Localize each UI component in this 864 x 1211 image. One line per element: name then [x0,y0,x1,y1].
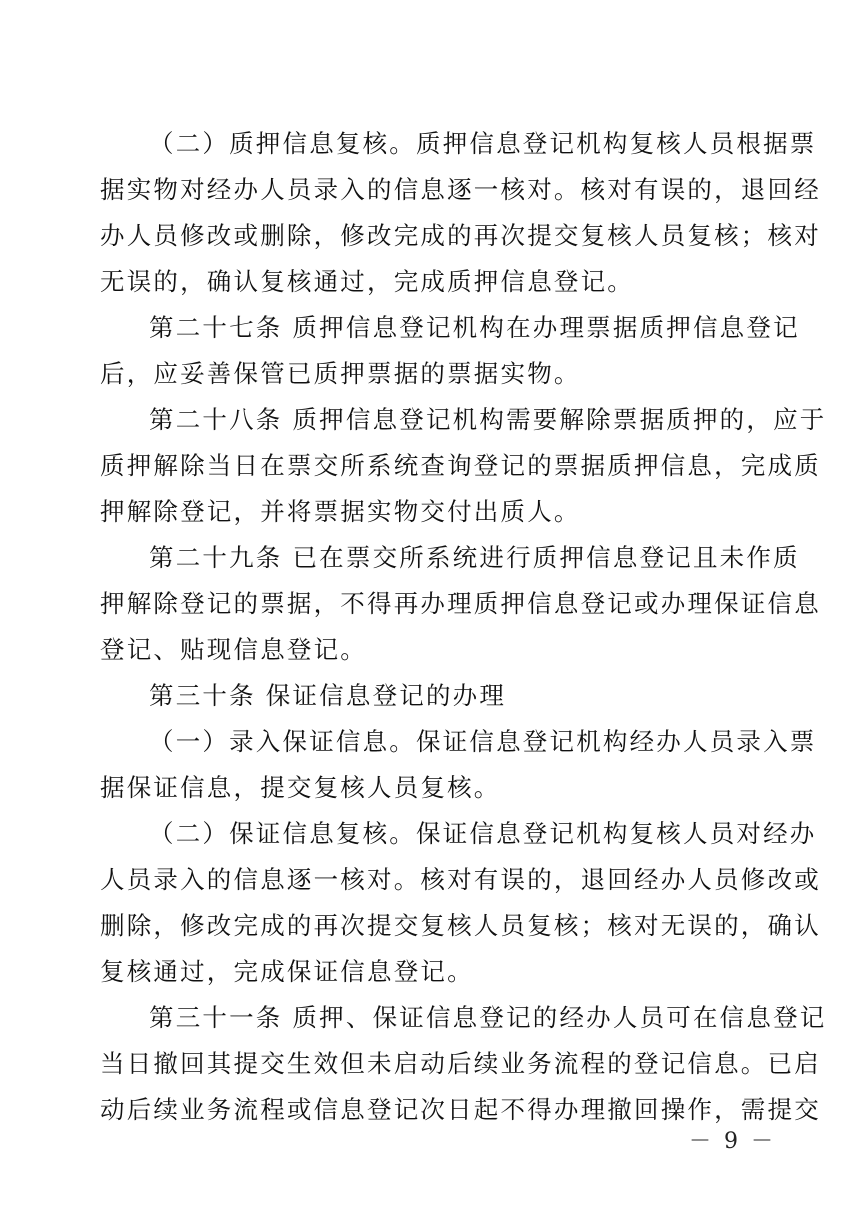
paragraph-line: 删除，修改完成的再次提交复核人员复核；核对无误的，确认 [100,911,821,940]
paragraph-line: 据实物对经办人员录入的信息逐一核对。核对有误的，退回经 [100,175,821,204]
paragraph-line: 无误的，确认复核通过，完成质押信息登记。 [100,267,634,296]
paragraph-line: 人员录入的信息逐一核对。核对有误的，退回经办人员修改或 [100,865,821,894]
paragraph-line: 办人员修改或删除，修改完成的再次提交复核人员复核；核对 [100,221,821,250]
document-body [100,121,827,1133]
paragraph-line: 押解除登记，并将票据实物交付出质人。 [100,497,581,526]
paragraph-line: 动后续业务流程或信息登记次日起不得办理撤回操作，需提交 [100,1095,821,1124]
paragraph-line: 登记、贴现信息登记。 [100,635,367,664]
paragraph-line: 押解除登记的票据，不得再办理质押信息登记或办理保证信息 [100,589,821,618]
paragraph-line: 后，应妥善保管已质押票据的票据实物。 [100,359,581,388]
paragraph-line: （一）录入保证信息。保证信息登记机构经办人员录入票 [149,727,817,756]
paragraph-line: 据保证信息，提交复核人员复核。 [100,773,501,802]
paragraph-line: 复核通过，完成保证信息登记。 [100,957,474,986]
paragraph-line: 第三十条 保证信息登记的办理 [149,681,507,710]
page-number: － 9 － [689,1129,776,1154]
paragraph-line: 第二十九条 已在票交所系统进行质押信息登记且未作质 [149,543,800,572]
paragraph-line: 第二十八条 质押信息登记机构需要解除票据质押的，应于 [149,405,827,434]
paragraph-line: （二）质押信息复核。质押信息登记机构复核人员根据票 [149,129,817,158]
paragraph-line: 第三十一条 质押、保证信息登记的经办人员可在信息登记 [149,1003,827,1032]
paragraph-line: 当日撤回其提交生效但未启动后续业务流程的登记信息。已启 [100,1049,821,1078]
paragraph-line: 质押解除当日在票交所系统查询登记的票据质押信息，完成质 [100,451,821,480]
paragraph-line: （二）保证信息复核。保证信息登记机构复核人员对经办 [149,819,817,848]
paragraph-line: 第二十七条 质押信息登记机构在办理票据质押信息登记 [149,313,800,342]
